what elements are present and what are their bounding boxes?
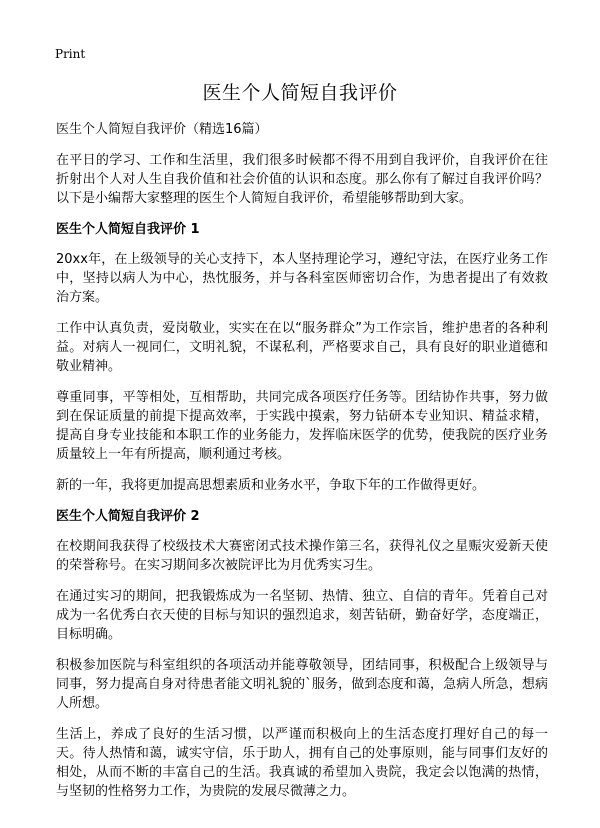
paragraph: 在校期间我获得了校级技术大赛密闭式技术操作第三名，获得礼仪之星赈灾爱新天使的荣誉称号。在实习期间多次被院评比为月优秀实习生。 bbox=[56, 539, 548, 573]
document-subtitle: 医生个人简短自我评价（精选16篇） bbox=[56, 122, 268, 137]
section-heading: 医生个人简短自我评价 2 bbox=[56, 509, 200, 524]
document-body bbox=[56, 120, 548, 813]
paragraph: 生活上，养成了良好的生活习惯，以严谨而积极向上的生活态度打理好自己的每一天。待人热情和蔼，诚实守信，乐于助人，拥有自己的处事原则，能与同事们友好的相处，从而不断的丰富自己的生活。我真诚的希望加入贵院，我定会以饱满的热情，与坚韧的性格努力工作，为贵院的发展尽微薄之力。 bbox=[56, 727, 548, 799]
paragraph: 尊重同事，平等相处，互相帮助，共同完成各项医疗任务等。团结协作共事，努力做到在保证质量的前提下提高效率，于实践中摸索，努力钻研本专业知识、精益求精，提高自身专业技能和本职工作的业务能力，发挥临床医学的优势，使我院的医疗业务质量较上一年有所提高，顺利通过考核。 bbox=[56, 390, 548, 462]
print-link[interactable]: Print bbox=[55, 47, 86, 61]
section-heading: 医生个人简短自我评价 1 bbox=[56, 222, 200, 237]
paragraph: 工作中认真负责，爱岗敬业，实实在在以“服务群众”为工作宗旨，维护患者的各种利益。对病人一视同仁，文明礼貌，不谋私利，严格要求自己，具有良好的职业道德和敬业精神。 bbox=[56, 321, 548, 374]
paragraph: 新的一年，我将更加提高思想素质和业务水平，争取下年的工作做得更好。 bbox=[56, 478, 486, 493]
paragraph: 20xx年，在上级领导的关心支持下，本人坚持理论学习，遵纪守法，在医疗业务工作中，坚持以病人为中心，热忱服务，并与各科室医师密切合作，为患者提出了有效救治方案。 bbox=[56, 252, 548, 305]
paragraph: 在通过实习的期间，把我锻炼成为一名坚韧、热情、独立、自信的青年。凭着自己对成为一名优秀白衣天使的目标与知识的强烈追求，刻苦钻研，勤奋好学，态度端正，目标明确。 bbox=[56, 589, 548, 642]
page-title: 医生个人简短自我评价 bbox=[202, 82, 398, 104]
paragraph: 积极参加医院与科室组织的各项活动并能尊敬领导，团结同事，积极配合上级领导与同事，努力提高自身对待患者能文明礼貌的`服务，做到态度和蔼，急病人所急，想病人所想。 bbox=[56, 658, 548, 711]
intro-paragraph: 在平日的学习、工作和生活里，我们很多时候都不得不用到自我评价，自我评价在往折射出个人对人生自我价值和社会价值的认识和态度。那么你有了解过自我评价吗？以下是小编帮大家整理的医生个人简短自我评价，希望能够帮助到大家。 bbox=[56, 153, 548, 206]
